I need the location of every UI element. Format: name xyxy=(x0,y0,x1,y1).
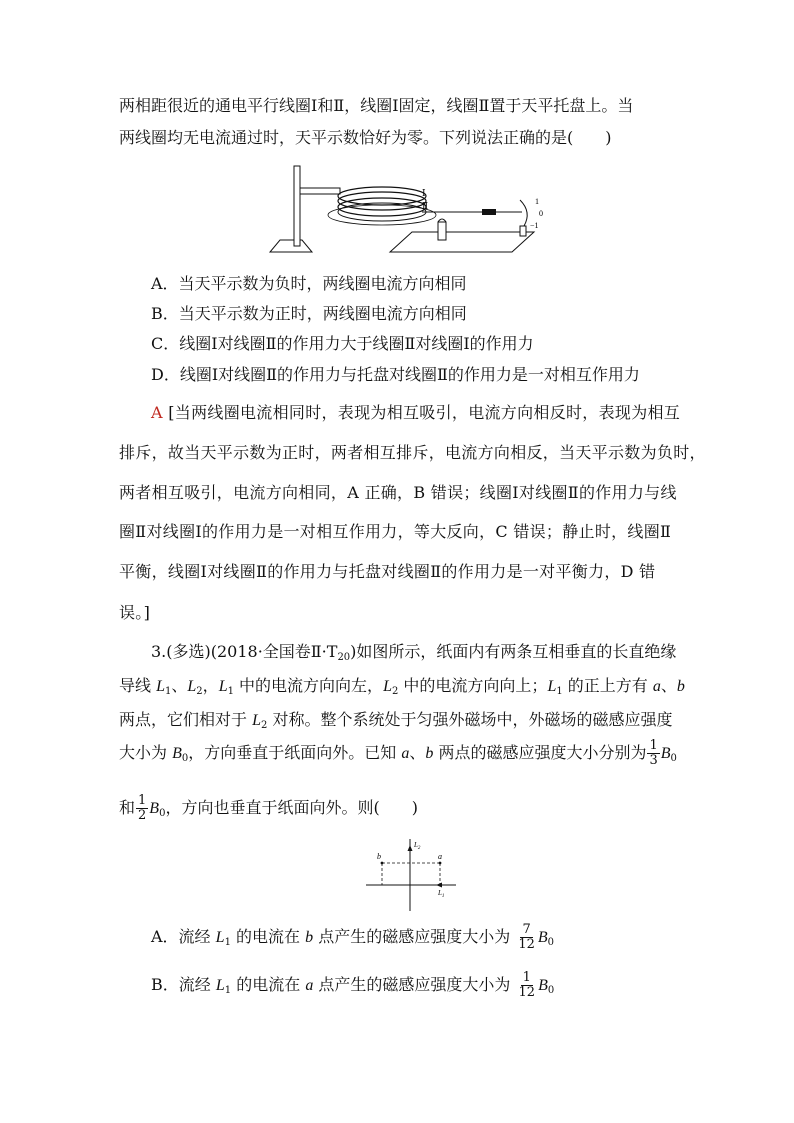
explanation-line-6: 误。] xyxy=(119,603,151,622)
question-3-line-4: 大小为 $B_0$，方向垂直于纸面向外。已知 a、b 两点的磁感应强度大小分别为 $\frac{1}{3}$ $B_0$ xyxy=(119,738,677,768)
explanation-line-3: 两者相互吸引，电流方向相同，A 正确，B 错误；线圈Ⅰ对线圈Ⅱ的作用力与线 xyxy=(119,483,677,502)
scale-label-plus: 1 xyxy=(535,197,539,206)
explanation-line-1: A [当两线圈电流相同时，表现为相互吸引，电流方向相反时，表现为相互 xyxy=(151,403,681,422)
option-a: A．当天平示数为负时，两线圈电流方向相同 xyxy=(151,274,467,293)
label-a: a xyxy=(438,852,442,861)
fraction-one-half: $\frac{1}{2}$ xyxy=(138,793,147,823)
scale-label-zero: 0 xyxy=(539,209,543,218)
explanation-line-5: 平衡，线圈Ⅰ对线圈Ⅱ的作用力与托盘对线圈Ⅱ的作用力是一对平衡力，D 错 xyxy=(119,562,656,581)
coil-balance-figure xyxy=(262,160,562,260)
scale-label-minus: −1 xyxy=(530,221,539,230)
question-3-line-3: 两点，它们相对于 $L_2$ 对称。整个系统处于匀强外磁场中，外磁场的磁感应强度 xyxy=(119,710,673,731)
question-3-option-b: B．流经 $L_1$ 的电流在 a 点产生的磁感应强度大小为 $\frac{1}{12}$ $B_0$ xyxy=(151,970,555,1000)
option-c: C．线圈Ⅰ对线圈Ⅱ的作用力大于线圈Ⅱ对线圈Ⅰ的作用力 xyxy=(151,334,534,353)
explanation-line-2: 排斥，故当天平示数为正时，两者相互排斥，电流方向相反，当天平示数为负时， xyxy=(119,443,706,462)
label-l1: $L_1$ xyxy=(438,889,445,899)
question-3-line-1: 3.(多选)(2018·全国卷$Ⅱ\cdot T_{20}$)如图所示，纸面内有两条互相垂直的长直绝缘 xyxy=(151,642,677,663)
question-3-line-2: 导线 $L_1$、$L_2$，$L_1$ 中的电流方向向左，$L_2$ 中的电流方向向上；$L_1$ 的正上方有 a、b xyxy=(119,676,685,697)
fraction-one-third: $\frac{1}{3}$ xyxy=(649,738,658,768)
fraction-one-twelfth: $\frac{1}{12}$ xyxy=(518,970,536,1000)
label-coil-1: Ⅰ xyxy=(422,188,426,198)
option-d: D．线圈Ⅰ对线圈Ⅱ的作用力与托盘对线圈Ⅱ的作用力是一对相互作用力 xyxy=(151,365,640,384)
question-3-line-5: 和 $\frac{1}{2}$ $B_0$，方向也垂直于纸面向外。则( ) xyxy=(119,793,418,823)
answer-label: A xyxy=(151,403,163,422)
label-b: b xyxy=(377,852,381,861)
question-2-line-2: 两线圈均无电流通过时，天平示数恰好为零。下列说法正确的是( ) xyxy=(119,128,612,147)
explanation-line-4: 圈Ⅱ对线圈Ⅰ的作用力是一对相互作用力，等大反向，C 错误；静止时，线圈Ⅱ xyxy=(119,522,672,541)
option-b: B．当天平示数为正时，两线圈电流方向相同 xyxy=(151,304,467,323)
fraction-seven-twelfths: $\frac{7}{12}$ xyxy=(518,922,535,952)
label-coil-2: Ⅱ xyxy=(422,201,429,211)
perpendicular-wires-figure xyxy=(362,835,462,915)
question-2-line-1: 两相距很近的通电平行线圈Ⅰ和Ⅱ，线圈Ⅰ固定，线圈Ⅱ置于天平托盘上。当 xyxy=(119,96,634,115)
question-3-option-a: A．流经 $L_1$ 的电流在 b 点产生的磁感应强度大小为 $\frac{7}{12}$ $B_0$ xyxy=(151,922,555,952)
label-l2: $L_2$ xyxy=(414,841,421,851)
